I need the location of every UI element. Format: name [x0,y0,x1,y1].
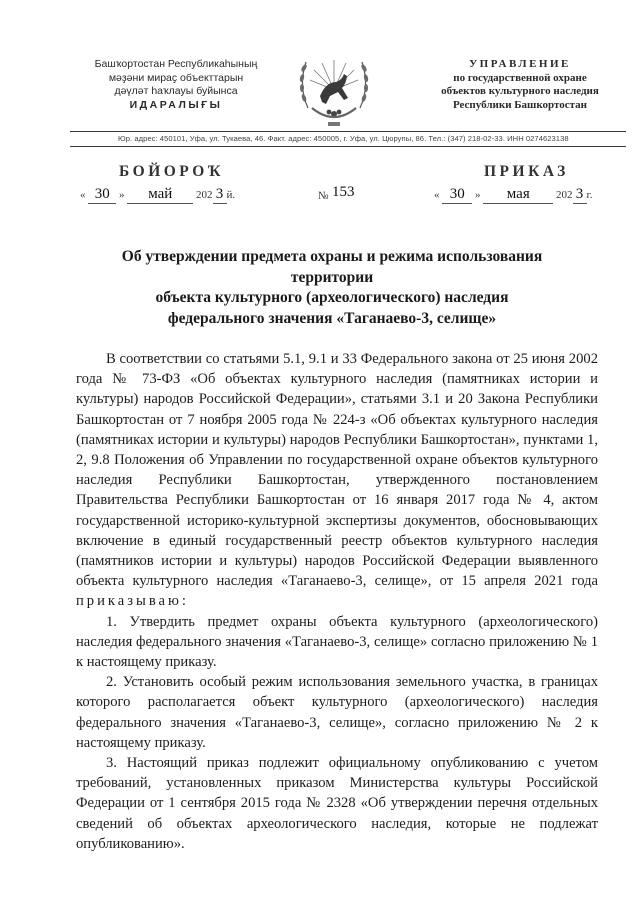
header-right-line-3: объектов культурного наследия [441,85,599,97]
doc-kind-bashkir: БОЙОРОҠ [119,163,225,180]
date-day: 30 [442,186,472,204]
order-body [76,349,598,854]
date-day: 30 [88,186,116,204]
order-number-label: № [318,190,329,202]
header-right-line-1: УПРАВЛЕНИЕ [469,58,571,70]
date-century: 202 [556,189,573,201]
date-month: мая [483,186,553,204]
title-line-2: объекта культурного (археологического) наследия [155,289,509,306]
item-3: 3. Настоящий приказ подлежит официальному опубликованию с учетом требований, установленных приказом Министерства культуры Российской Федерации от 1 сентября 2015 года № 2328 «Об утверждении перечня отдельных сведений об объектах археологического наследия, которые не подлежат опубликованию». [76,755,598,852]
date-year: 3 [573,186,587,204]
date-century: 202 [196,189,213,201]
coat-of-arms-emblem [292,38,376,134]
doc-kind-russian: ПРИКАЗ [484,163,569,180]
date-year: 3 [213,186,227,204]
header-rule-top [70,131,626,132]
date-open-quote: « [80,189,86,201]
preamble-text: В соответствии со статьями 5.1, 9.1 и 33 Федерального закона от 25 июня 2002 года № 73-ФЗ «Об объектах культурного наследия (памятниках истории и культуры) народов Российской Федерации», статьями 3.1 и 20 Закона Республики Башкортостан от 7 ноября 2005 года № 224-з «Об объектах культурного наследия (памятниках истории и культуры) народов Республики Башкортостан», пунктами 1, 2, 9.8 Положения об Управлении по государственной охране объектов культурного наследия Республики Башкортостан, утвержденного постановлением Правительства Республики Башкортостан от 16 января 2017 года № 4, актом государственной историко-культурной экспертизы документов, обосновывающих включение в единый государственный реестр объектов культурного наследия (памятников истории и культуры) народов Российской Федерации выявленного объекта культурного наследия «Таганаево-3, селище», от 15 апреля 2021 года [76,351,598,590]
title-line-1: Об утверждении предмета охраны и режима использования территории [121,248,543,286]
title-line-3: федерального значения «Таганаево-3, селище» [167,309,497,327]
item-1: 1. Утвердить предмет охраны объекта культурного (археологического) наследия федерального значения «Таганаево-3, селище» согласно приложению № 1 к настоящему приказу. [76,613,598,671]
date-close-quote: » [119,189,125,201]
date-suffix: й. [226,189,236,201]
date-close-quote: » [475,189,481,201]
order-title [90,247,574,329]
order-number: 153 [332,184,355,200]
item-2: 2. Установить особый режим использования земельного участка, в границах которого располагается объект культурного (археологического) наследия федерального значения «Таганаево-3, селище», согласно приложению № 2 к настоящему приказу. [76,674,598,751]
header-left-line-3: дәүләт һаҡлауы буйынса [114,85,238,97]
header-left-line-1: Башҡортостан Республикаһының [94,58,258,70]
date-line-russian [434,186,593,204]
header-rule-bottom [70,146,626,147]
date-month: май [127,186,193,204]
header-bashkir-block [76,58,276,112]
preamble-paragraph [76,349,598,612]
header-left-line-4: ИДАРАЛЫҒЫ [129,98,223,111]
date-open-quote: « [434,189,440,201]
order-word: приказываю: [76,593,189,610]
date-suffix: г. [586,189,593,201]
header-right-line-2: по государственной охране [453,71,587,84]
header-russian-block [430,58,610,112]
header-left-line-2: мәҙәни мираҫ объекттарын [108,71,244,84]
header-right-line-4: Республики Башкортостан [452,98,588,111]
address-line: Юр. адрес: 450101, Уфа, ул. Тукаева, 46. Факт. адрес: 450005, г. Уфа, ул. Цюрупы, 86. Тел.: (347) 218-02-33. ИНН 0274623138 [118,134,569,143]
date-line-bashkir [80,186,235,204]
